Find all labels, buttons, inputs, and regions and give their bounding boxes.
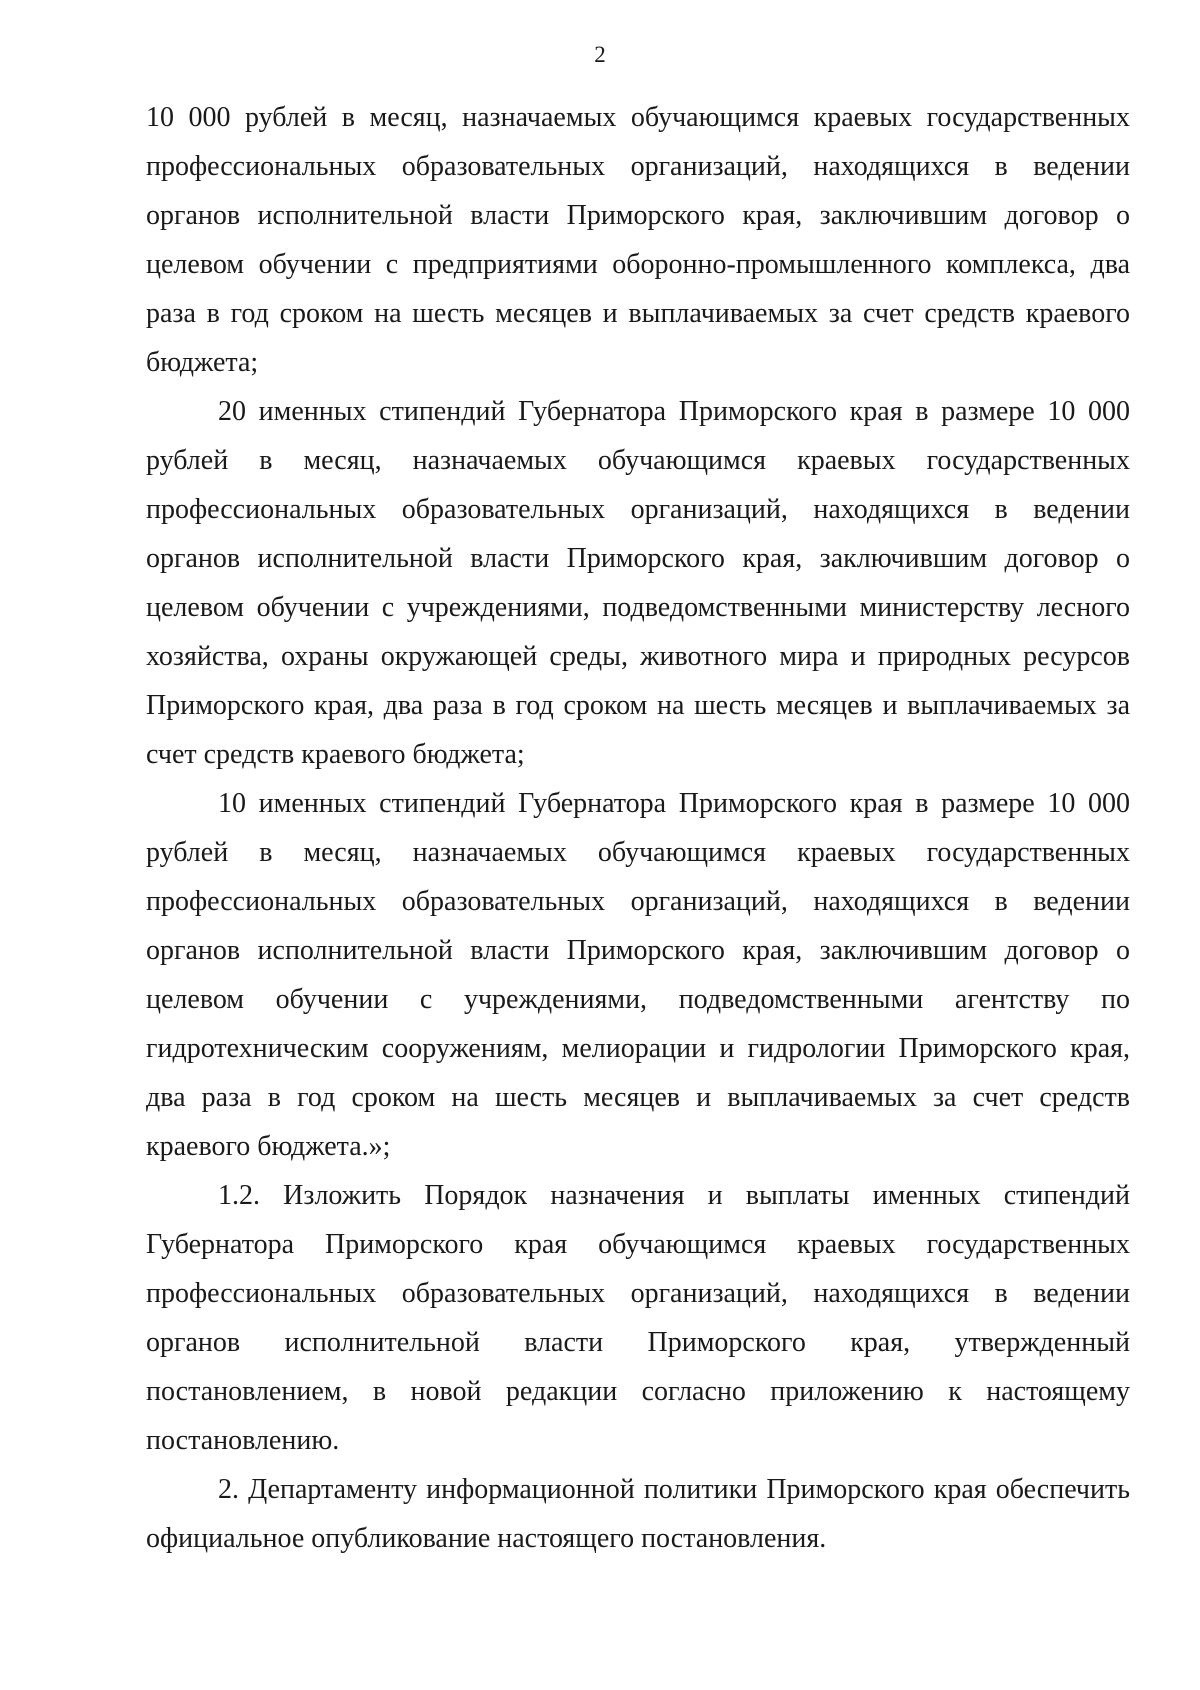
paragraph-continuation: 10 000 рублей в месяц, назначаемых обучающимся краевых государственных профессиональных образовательных организаций, находящихся в ведении органов исполнительной власти Приморского края, заключившим договор о целевом обучении с предприятиями оборонно-промышленного комплекса, два раза в год сроком на шесть месяцев и выплачиваемых за счет средств краевого бюджета;	[146, 102, 1130, 378]
page-number: 2	[594, 42, 606, 67]
paragraph-clause-1-2: 1.2. Изложить Порядок назначения и выплаты именных стипендий Губернатора Приморского края обучающимся краевых государственных профессиональных образовательных организаций, находящихся в ведении органов исполнительной власти Приморского края, утвержденный постановлением, в новой редакции согласно приложению к настоящему постановлению.	[146, 1180, 1130, 1456]
paragraph-hydrotechnical-scholarships: 10 именных стипендий Губернатора Приморского края в размере 10 000 рублей в месяц, назначаемых обучающимся краевых государственных профессиональных образовательных организаций, находящихся в ведении органов исполнительной власти Приморского края, заключившим договор о целевом обучении с учреждениями, подведомственными агентству по гидротехническим сооружениям, мелиорации и гидрологии Приморского края, два раза в год сроком на шесть месяцев и выплачиваемых за счет средств краевого бюджета.»;	[146, 788, 1130, 1162]
document-body	[146, 93, 1130, 1563]
paragraph-clause-2: 2. Департаменту информационной политики Приморского края обеспечить официальное опубликование настоящего постановления.	[146, 1474, 1130, 1554]
paragraph-forestry-scholarships: 20 именных стипендий Губернатора Приморского края в размере 10 000 рублей в месяц, назначаемых обучающимся краевых государственных профессиональных образовательных организаций, находящихся в ведении органов исполнительной власти Приморского края, заключившим договор о целевом обучении с учреждениями, подведомственными министерству лесного хозяйства, охраны окружающей среды, животного мира и природных ресурсов Приморского края, два раза в год сроком на шесть месяцев и выплачиваемых за счет средств краевого бюджета;	[146, 396, 1130, 770]
